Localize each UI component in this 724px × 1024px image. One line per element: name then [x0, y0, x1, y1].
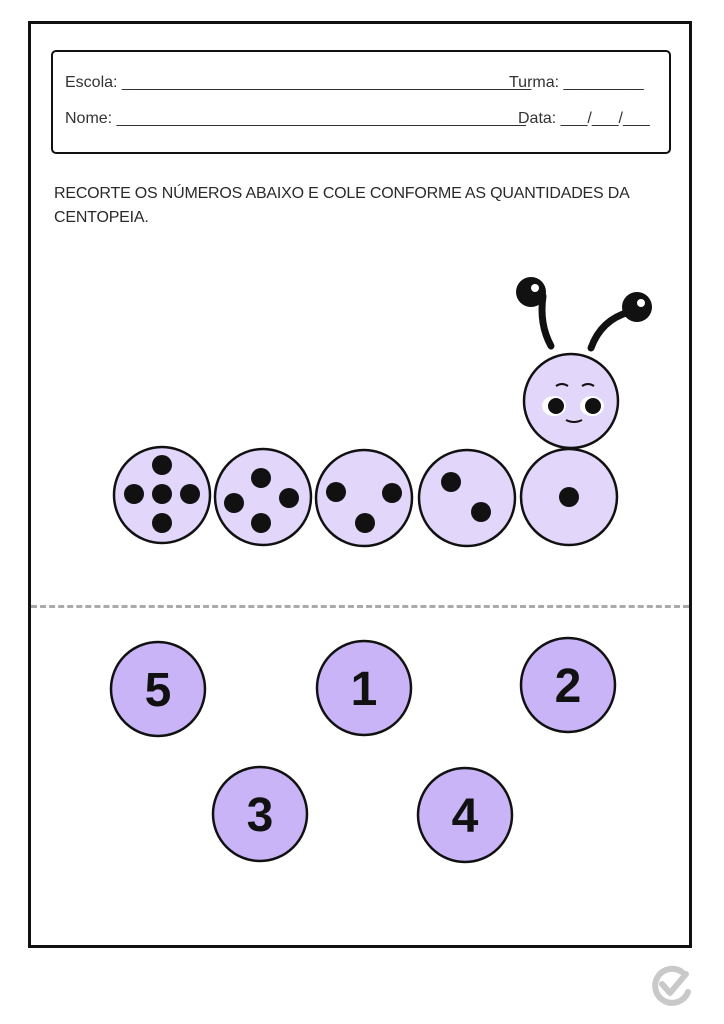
number-label: 2: [554, 660, 582, 713]
body-segment-4: [419, 450, 515, 546]
antenna-right: [591, 312, 629, 348]
centipede-illustration: [31, 24, 689, 945]
class-field[interactable]: Turma: _________: [509, 74, 644, 91]
segment-dot: [559, 487, 579, 507]
antenna-right-tip: [622, 292, 652, 322]
number-label: 3: [246, 789, 274, 842]
segment-dot: [251, 468, 271, 488]
centipede-head: [524, 354, 618, 448]
antenna-left: [542, 296, 551, 346]
antenna-left-tip: [516, 277, 546, 307]
segment-dot: [152, 513, 172, 533]
body-segment-2: [215, 449, 311, 545]
segment-dot: [224, 493, 244, 513]
body-segment-1: [114, 447, 210, 543]
number-cutout-1[interactable]: [317, 641, 411, 735]
segment-dot: [326, 482, 346, 502]
name-field[interactable]: Nome: ______________________________________________: [65, 110, 526, 127]
segment-dot: [124, 484, 144, 504]
number-cutout-5[interactable]: [111, 642, 205, 736]
number-cutout-3[interactable]: [213, 767, 307, 861]
date-field[interactable]: Data: ___/___/___: [518, 110, 650, 127]
check-logo-icon: [648, 962, 694, 1008]
cutout-numbers: [111, 638, 615, 862]
number-cutout-4[interactable]: [418, 768, 512, 862]
instruction-text: RECORTE OS NÚMEROS ABAIXO E COLE CONFORME AS QUANTIDADES DA CENTOPEIA.: [54, 185, 629, 226]
worksheet: [28, 21, 692, 948]
number-label: 4: [451, 790, 479, 843]
segment-dot: [279, 488, 299, 508]
number-label: 1: [350, 663, 378, 716]
segment-dot: [152, 455, 172, 475]
segment-dot: [180, 484, 200, 504]
body-segment-3: [316, 450, 412, 546]
cut-line: [31, 605, 689, 608]
segment-dot: [251, 513, 271, 533]
school-field[interactable]: Escola: ______________________________________________: [65, 74, 532, 91]
segment-dot: [382, 483, 402, 503]
body-segment-5: [521, 449, 617, 545]
segment-dot: [441, 472, 461, 492]
segment-dot: [355, 513, 375, 533]
segment-dot: [152, 484, 172, 504]
number-label: 5: [144, 664, 172, 717]
centipede-body: [114, 447, 617, 546]
number-cutout-2[interactable]: [521, 638, 615, 732]
segment-dot: [471, 502, 491, 522]
